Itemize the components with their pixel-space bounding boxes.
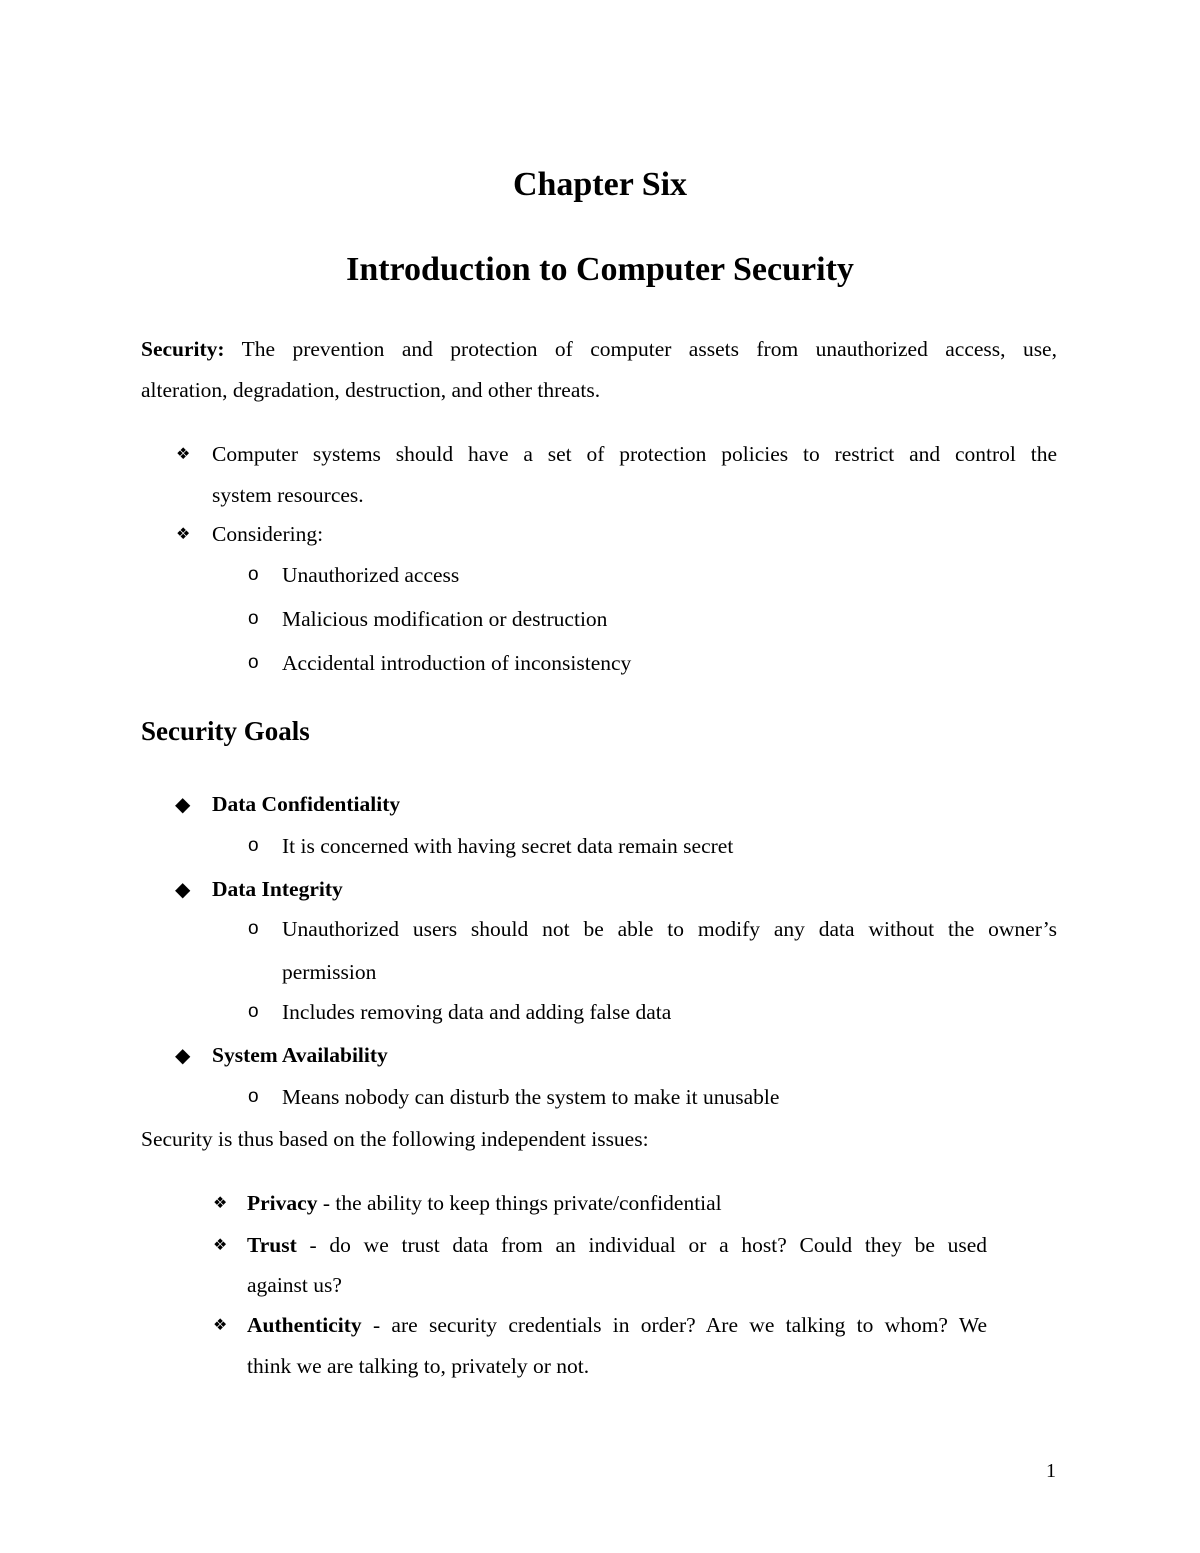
diamond-bullet-icon: ❖ [176, 524, 191, 543]
definition-term: Security: [141, 337, 225, 361]
circle-bullet-icon: o [248, 564, 259, 585]
intro-bullet-1-line-2: system resources. [212, 483, 364, 507]
circle-bullet-icon: o [248, 918, 259, 939]
solid-diamond-bullet-icon: ◆ [175, 792, 191, 816]
issue-authenticity-line-2: think we are talking to, privately or not. [247, 1354, 590, 1378]
integrity-point-2: Includes removing data and adding false data [282, 1000, 672, 1024]
diamond-bullet-icon: ❖ [176, 444, 191, 463]
goal-data-confidentiality: Data Confidentiality [212, 792, 401, 816]
page-number: 1 [1046, 1460, 1056, 1482]
issues-lead: Security is thus based on the following independent issues: [141, 1127, 649, 1151]
chapter-title: Chapter Six [512, 166, 688, 203]
definition-line-2: alteration, degradation, destruction, and other threats. [141, 378, 601, 402]
availability-point: Means nobody can disturb the system to make it unusable [282, 1085, 780, 1109]
issue-privacy [247, 1191, 722, 1215]
trust-term: Trust [247, 1233, 297, 1257]
issue-trust-line-2: against us? [247, 1273, 342, 1297]
main-title: Introduction to Computer Security [346, 251, 854, 288]
definition-line-1 [141, 337, 1057, 361]
definition-text-1: The prevention and protection of computer assets from unauthorized access, use, [241, 337, 1057, 361]
privacy-text: - the ability to keep things private/confidential [322, 1191, 722, 1215]
solid-diamond-bullet-icon: ◆ [175, 1043, 191, 1067]
sub-item-accidental-inconsistency: Accidental introduction of inconsistency [282, 651, 632, 675]
intro-bullet-1-line-1: Computer systems should have a set of protection policies to restrict and control the [212, 442, 1057, 466]
authenticity-term: Authenticity [247, 1313, 362, 1337]
confidentiality-point: It is concerned with having secret data remain secret [282, 834, 734, 858]
goal-data-integrity: Data Integrity [212, 877, 343, 901]
integrity-point-1-line-2: permission [282, 960, 377, 984]
sub-item-unauthorized-access: Unauthorized access [282, 563, 460, 587]
sub-item-malicious-modification: Malicious modification or destruction [282, 607, 608, 631]
security-goals-heading: Security Goals [141, 716, 310, 746]
circle-bullet-icon: o [248, 652, 259, 673]
issue-trust-line-1 [247, 1233, 987, 1257]
diamond-bullet-icon: ❖ [213, 1235, 228, 1254]
diamond-bullet-icon: ❖ [213, 1193, 228, 1212]
integrity-point-1-line-1: Unauthorized users should not be able to modify any data without the owner’s [282, 917, 1057, 941]
circle-bullet-icon: o [248, 608, 259, 629]
circle-bullet-icon: o [248, 1001, 259, 1022]
trust-text: - do we trust data from an individual or a host? Could they be used [309, 1233, 988, 1257]
solid-diamond-bullet-icon: ◆ [175, 877, 191, 901]
circle-bullet-icon: o [248, 1086, 259, 1107]
issue-authenticity-line-1 [247, 1313, 987, 1337]
diamond-bullet-icon: ❖ [213, 1315, 228, 1334]
authenticity-text: - are security credentials in order? Are we talking to whom? We [372, 1313, 987, 1337]
privacy-term: Privacy [247, 1191, 318, 1215]
intro-bullet-2: Considering: [212, 522, 324, 546]
goal-system-availability: System Availability [212, 1043, 388, 1067]
circle-bullet-icon: o [248, 835, 259, 856]
